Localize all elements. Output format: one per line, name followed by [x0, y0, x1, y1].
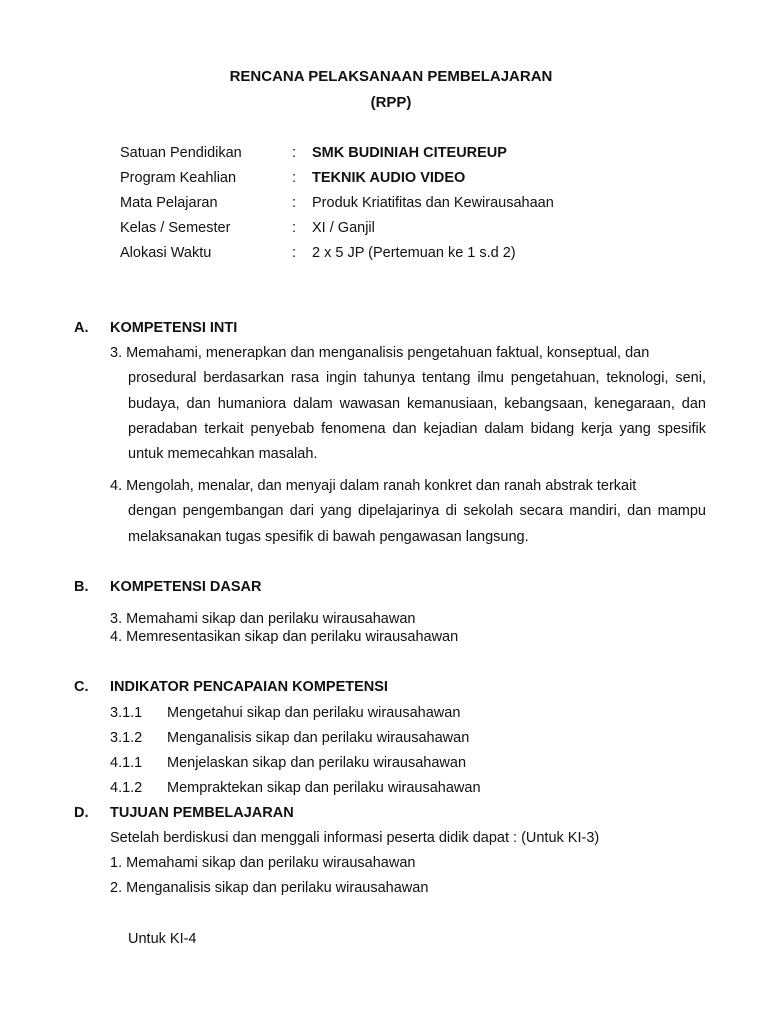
- identity-value: Produk Kriatifitas dan Kewirausahaan: [312, 195, 554, 211]
- indicator-text: Mengetahui sikap dan perilaku wirausahawan: [167, 705, 461, 721]
- identity-value: TEKNIK AUDIO VIDEO: [312, 170, 466, 186]
- identity-label: Kelas / Semester: [120, 220, 231, 236]
- identity-colon: :: [292, 220, 297, 236]
- identity-label: Satuan Pendidikan: [120, 145, 242, 161]
- indicator-code: 4.1.1: [110, 755, 143, 771]
- indicator-text: Menganalisis sikap dan perilaku wirausahawan: [167, 730, 470, 746]
- section-c-letter: C.: [74, 679, 89, 695]
- section-c-title: INDIKATOR PENCAPAIAN KOMPETENSI: [110, 679, 388, 695]
- ki-item-first-line: 4. Mengolah, menalar, dan menyaji dalam ranah konkret dan ranah abstrak terkait: [110, 478, 637, 494]
- identity-colon: :: [292, 170, 297, 186]
- indicator-code: 4.1.2: [110, 780, 143, 796]
- identity-colon: :: [292, 195, 297, 211]
- section-b-letter: B.: [74, 579, 89, 595]
- document-subtitle: (RPP): [370, 94, 412, 111]
- identity-label: Alokasi Waktu: [120, 245, 212, 261]
- kd-item: 3. Memahami sikap dan perilaku wirausahawan: [110, 611, 416, 627]
- indicator-code: 3.1.2: [110, 730, 143, 746]
- section-a-letter: A.: [74, 320, 89, 336]
- indicator-code: 3.1.1: [110, 705, 143, 721]
- identity-value: 2 x 5 JP (Pertemuan ke 1 s.d 2): [312, 245, 516, 261]
- indicator-text: Menjelaskan sikap dan perilaku wirausahawan: [167, 755, 467, 771]
- tujuan-item: 1. Memahami sikap dan perilaku wirausahawan: [110, 855, 416, 871]
- kd-item: 4. Memresentasikan sikap dan perilaku wirausahawan: [110, 629, 459, 645]
- section-b-title: KOMPETENSI DASAR: [110, 579, 262, 595]
- identity-label: Program Keahlian: [120, 170, 237, 186]
- tujuan-item: 2. Menganalisis sikap dan perilaku wirausahawan: [110, 880, 429, 896]
- ki4-subheading: Untuk KI-4: [128, 931, 197, 947]
- ki-item-continuation: dengan pengembangan dari yang dipelajarinya di sekolah secara mandiri, dan mampu melaksanakan tugas spesifik di bawah pengawasan langsung.: [128, 503, 706, 545]
- ki-item: [110, 474, 706, 550]
- section-a-title: KOMPETENSI INTI: [110, 320, 238, 336]
- identity-value: SMK BUDINIAH CITEUREUP: [312, 145, 507, 161]
- ki-item: [110, 341, 706, 467]
- ki-item-continuation: prosedural berdasarkan rasa ingin tahunya tentang ilmu pengetahuan, teknologi, seni, budaya, dan humaniora dalam wawasan kemanusiaan, kebangsaan, kenegaraan, dan peradaban terkait penyebab fenomena dan kejadian dalam bidang kerja yang spesifik untuk memecahkan masalah.: [128, 370, 706, 463]
- identity-colon: :: [292, 145, 297, 161]
- section-d-title: TUJUAN PEMBELAJARAN: [110, 805, 294, 821]
- section-d-letter: D.: [74, 805, 89, 821]
- tujuan-intro: Setelah berdiskusi dan menggali informasi peserta didik dapat : (Untuk KI-3): [110, 830, 600, 846]
- ki-item-first-line: 3. Memahami, menerapkan dan menganalisis pengetahuan faktual, konseptual, dan: [110, 345, 650, 361]
- document-title: RENCANA PELAKSANAAN PEMBELAJARAN: [229, 68, 553, 85]
- identity-label: Mata Pelajaran: [120, 195, 218, 211]
- indicator-text: Mempraktekan sikap dan perilaku wirausahawan: [167, 780, 481, 796]
- identity-value: XI / Ganjil: [312, 220, 375, 236]
- identity-colon: :: [292, 245, 297, 261]
